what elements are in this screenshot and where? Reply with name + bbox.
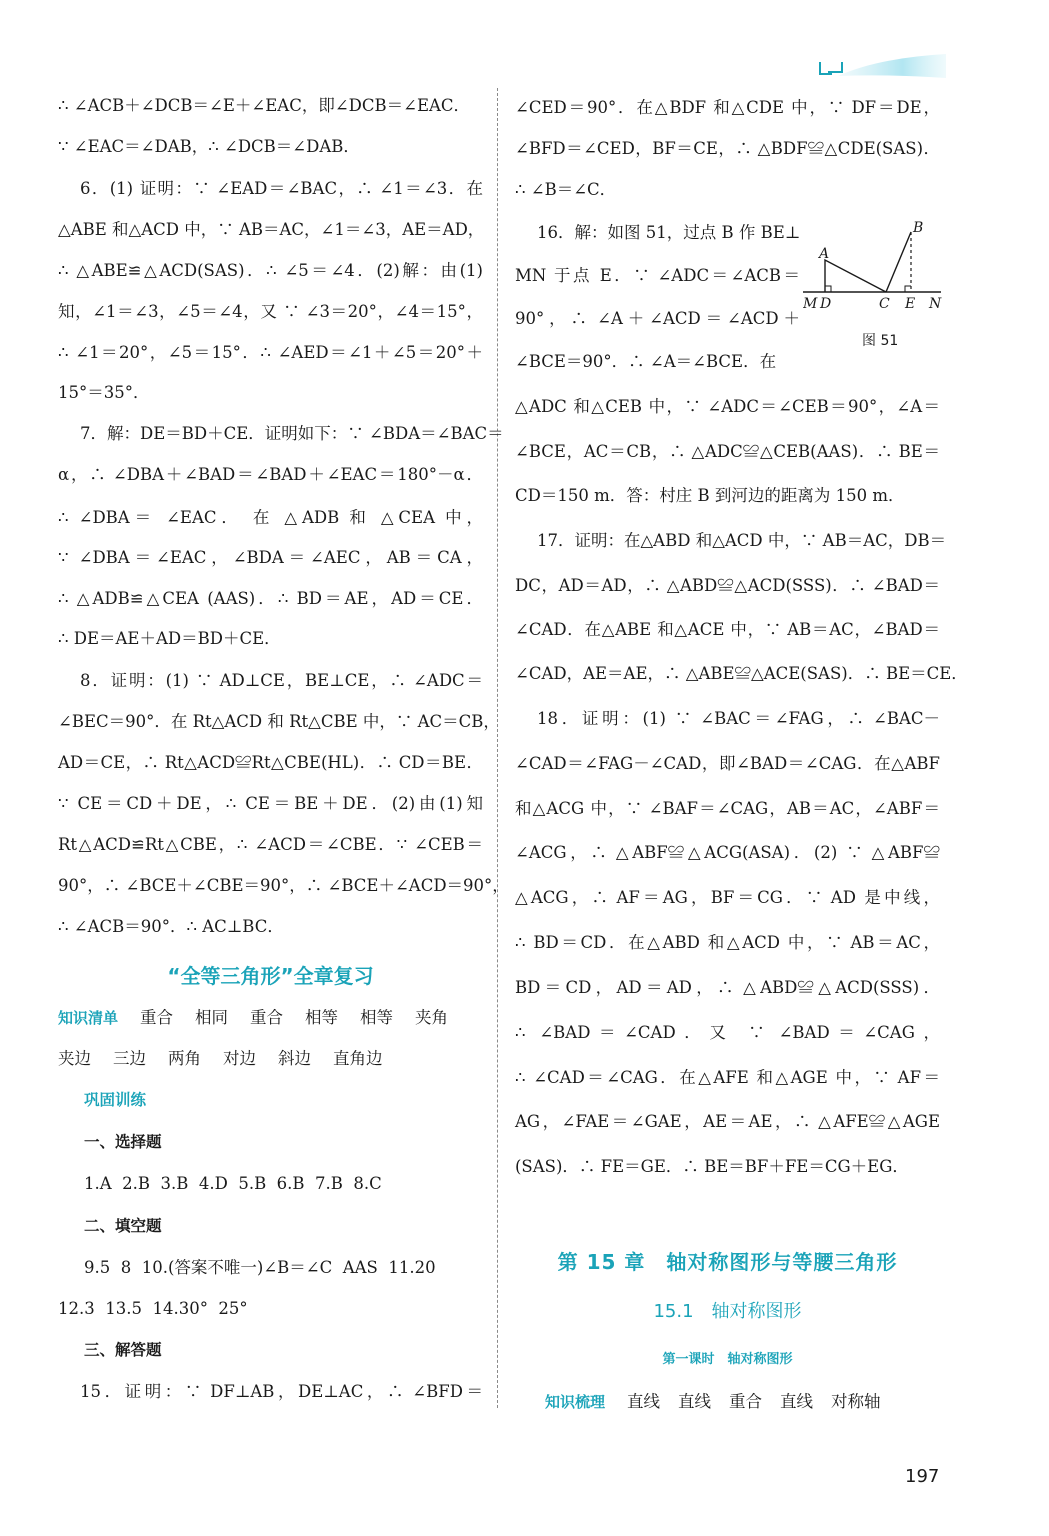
text-line: △ACG，∴ AF＝AG，BF＝CG．∵ AD 是中线， xyxy=(515,888,940,907)
text-line: △ADC 和△CEB 中，∵ ∠ADC＝∠CEB＝90°，∠A＝ xyxy=(515,397,940,416)
sorting-item: 重合 xyxy=(729,1392,763,1411)
text-line: MN 于点 E．∵ ∠ADC＝∠ACB＝ xyxy=(515,266,800,285)
text-line: ∠BCE，AC＝CB，∴ △ADC≌△CEB(AAS)．∴ BE＝ xyxy=(515,442,940,461)
knowledge-item: 夹角 xyxy=(415,1008,449,1027)
figure-label: E xyxy=(905,296,916,312)
practice-label: 巩固训练 xyxy=(84,1091,147,1109)
knowledge-list-row xyxy=(58,1006,483,1030)
knowledge-item: 重合 xyxy=(140,1008,174,1027)
text-line: Rt△ACD≌Rt△CBE，∴ ∠ACD＝∠CBE．∵ ∠CEB＝ xyxy=(58,835,483,854)
knowledge-item: 相等 xyxy=(360,1008,394,1027)
text-line: BD＝CD，AD＝AD，∴ △ABD≌△ACD(SSS)． xyxy=(515,978,940,997)
section-choice: 一、选择题 xyxy=(84,1133,162,1151)
text-line: ∠CAD．在△ABE 和△ACE 中，∵ AB＝AC，∠BAD＝ xyxy=(515,620,940,639)
header-corner-decoration xyxy=(818,48,948,88)
text-line: ∴ BD＝CD．在△ABD 和△ACD 中，∵ AB＝AC， xyxy=(515,933,940,952)
knowledge-item: 相等 xyxy=(305,1008,339,1027)
text-line: CD＝150 m．答：村庄 B 到河边的距离为 150 m． xyxy=(515,486,905,505)
text-line: AD＝CE，∴ Rt△ACD≌Rt△CBE(HL)．∴ CD＝BE． xyxy=(58,753,483,772)
text-line: ∠BFD＝∠CED，BF＝CE，∴ △BDF≌△CDE(SAS)． xyxy=(515,139,940,158)
knowledge-item: 重合 xyxy=(250,1008,284,1027)
page-number: 197 xyxy=(905,1466,940,1487)
knowledge-item: 斜边 xyxy=(278,1049,311,1068)
figure-label: M xyxy=(803,296,818,312)
text-line: ∵ ∠EAC＝∠DAB，∴ ∠DCB＝∠DAB． xyxy=(58,137,360,156)
fill-answers: 12.3 13.5 14.30° 25° xyxy=(58,1299,248,1318)
knowledge-item: 两角 xyxy=(168,1049,201,1068)
text-line: 和△ACG 中，∵ ∠BAF＝∠CAG，AB＝AC，∠ABF＝ xyxy=(515,799,940,818)
sorting-item: 直线 xyxy=(678,1392,712,1411)
choice-answers: 1.A 2.B 3.B 4.D 5.B 6.B 7.B 8.C xyxy=(84,1174,382,1193)
text-line: 6．(1) 证明：∵ ∠EAD＝∠BAC，∴ ∠1＝∠3．在 xyxy=(80,179,483,198)
fill-answers: 9.5 8 10.(答案不唯一)∠B＝∠C AAS 11.20 xyxy=(84,1258,436,1277)
knowledge-item: 对边 xyxy=(223,1049,256,1068)
text-line: ∵ CE＝CD＋DE，∴ CE＝BE＋DE．(2)由(1)知 xyxy=(58,794,483,813)
text-line: AG，∠FAE＝∠GAE，AE＝AE，∴ △AFE≌△AGE xyxy=(515,1112,940,1131)
text-line: 8．证明：(1) ∵ AD⊥CE，BE⊥CE，∴ ∠ADC＝ xyxy=(80,671,483,690)
text-line: (SAS)．∴ FE＝GE．∴ BE＝BF＋FE＝CG＋EG． xyxy=(515,1157,909,1176)
sorting-item: 直线 xyxy=(627,1392,661,1411)
text-line: ∵ ∠DBA＝∠EAC，∠BDA＝∠AEC，AB＝CA， xyxy=(58,548,483,567)
text-line: ∴ ∠1＝20°，∠5＝15°．∴ ∠AED＝∠1＋∠5＝20°＋ xyxy=(58,343,483,362)
text-line: ∠BCE＝90°．∴ ∠A＝∠BCE．在 xyxy=(515,352,777,371)
text-line: 15°＝35°． xyxy=(58,383,150,402)
figure-label: D xyxy=(820,296,832,312)
text-line: 90°，∴ ∠BCE＋∠CBE＝90°，∴ ∠BCE＋∠ACD＝90°， xyxy=(58,876,509,895)
section-solve: 三、解答题 xyxy=(84,1341,162,1359)
figure-label: C xyxy=(879,296,890,312)
review-title: “全等三角形”全章复习 xyxy=(167,964,374,988)
text-line: 知，∠1＝∠3，∠5＝∠4，又 ∵ ∠3＝20°，∠4＝15°， xyxy=(58,302,483,321)
column-divider xyxy=(497,88,498,1408)
text-line: ∠ACG，∴ △ABF≌△ACG(ASA)．(2) ∵ △ABF≌ xyxy=(515,843,940,862)
text-line: ∴ △ADB≌△CEA (AAS)．∴ BD＝AE，AD＝CE． xyxy=(58,589,483,608)
section-fill: 二、填空题 xyxy=(84,1217,162,1235)
text-line: DC，AD＝AD，∴ △ABD≌△ACD(SSS)．∴ ∠BAD＝ xyxy=(515,576,940,595)
figure-label: A xyxy=(819,246,830,262)
chapter-title: 第 15 章 轴对称图形与等腰三角形 xyxy=(557,1250,898,1274)
text-line: ∠CED＝90°．在△BDF 和△CDE 中，∵ DF＝DE， xyxy=(515,98,940,117)
sorting-item: 直线 xyxy=(780,1392,814,1411)
text-line: ∴ DE＝AE＋AD＝BD＋CE． xyxy=(58,629,281,648)
text-line: ∠CAD＝∠FAG－∠CAD，即∠BAD＝∠CAG．在△ABF xyxy=(515,754,940,773)
text-line: ∴ △ABE≌△ACD(SAS)．∴ ∠5＝∠4．(2)解：由(1) xyxy=(58,261,483,280)
knowledge-list-row xyxy=(58,1047,483,1071)
figure-label: N xyxy=(929,296,942,312)
sorting-label: 知识梳理 xyxy=(545,1393,606,1411)
section-title: 15.1 轴对称图形 xyxy=(653,1301,802,1322)
text-line: 17．证明：在△ABD 和△ACD 中，∵ AB＝AC，DB＝ xyxy=(537,531,947,550)
text-line: 15．证明：∵ DF⊥AB，DE⊥AC，∴ ∠BFD＝ xyxy=(80,1382,483,1401)
text-line: ∴ ∠DBA＝ ∠EAC． 在 △ADB 和 △CEA 中， xyxy=(58,508,483,527)
text-line: 90°，∴ ∠A＋∠ACD＝∠ACD＋ xyxy=(515,309,800,328)
knowledge-item: 夹边 xyxy=(58,1049,91,1068)
knowledge-item: 直角边 xyxy=(333,1049,383,1068)
figure-caption: 图 51 xyxy=(862,333,899,349)
text-line: α，∴ ∠DBA＋∠BAD＝∠BAD＋∠EAC＝180°－α． xyxy=(58,465,483,484)
text-line: ∠CAD，AE＝AE，∴ △ABE≌△ACE(SAS)．∴ BE＝CE． xyxy=(515,664,968,683)
text-line: ∴ ∠CAD＝∠CAG．在△AFE 和△AGE 中，∵ AF＝ xyxy=(515,1068,940,1087)
lesson-title: 第一课时 轴对称图形 xyxy=(662,1352,793,1367)
figure-label: B xyxy=(913,220,924,236)
text-line: ∴ ∠BAD＝∠CAD．又 ∵ ∠BAD＝∠CAG， xyxy=(515,1023,940,1042)
text-line: 16．解：如图 51，过点 B 作 BE⊥ xyxy=(537,223,801,242)
text-line: ∴ ∠B＝∠C． xyxy=(515,180,617,199)
figure-51 xyxy=(803,220,953,320)
text-line: △ABE 和△ACD 中，∵ AB＝AC，∠1＝∠3，AE＝AD， xyxy=(58,220,485,239)
text-line: ∴ ∠ACB＝90°．∴ AC⊥BC． xyxy=(58,917,284,936)
text-line: ∠BEC＝90°．在 Rt△ACD 和 Rt△CBE 中，∵ AC＝CB， xyxy=(58,712,500,731)
text-line: ∴ ∠ACB＋∠DCB＝∠E＋∠EAC，即∠DCB＝∠EAC． xyxy=(58,96,471,115)
sorting-item: 对称轴 xyxy=(831,1392,881,1411)
knowledge-item: 三边 xyxy=(113,1049,146,1068)
text-line: 7．解：DE＝BD＋CE．证明如下：∵ ∠BDA＝∠BAC＝ xyxy=(80,424,504,443)
knowledge-label: 知识清单 xyxy=(58,1009,119,1027)
sorting-row xyxy=(545,1390,970,1414)
knowledge-item: 相同 xyxy=(195,1008,229,1027)
text-line: 18．证明：(1) ∵ ∠BAC＝∠FAG，∴ ∠BAC－ xyxy=(537,709,940,728)
